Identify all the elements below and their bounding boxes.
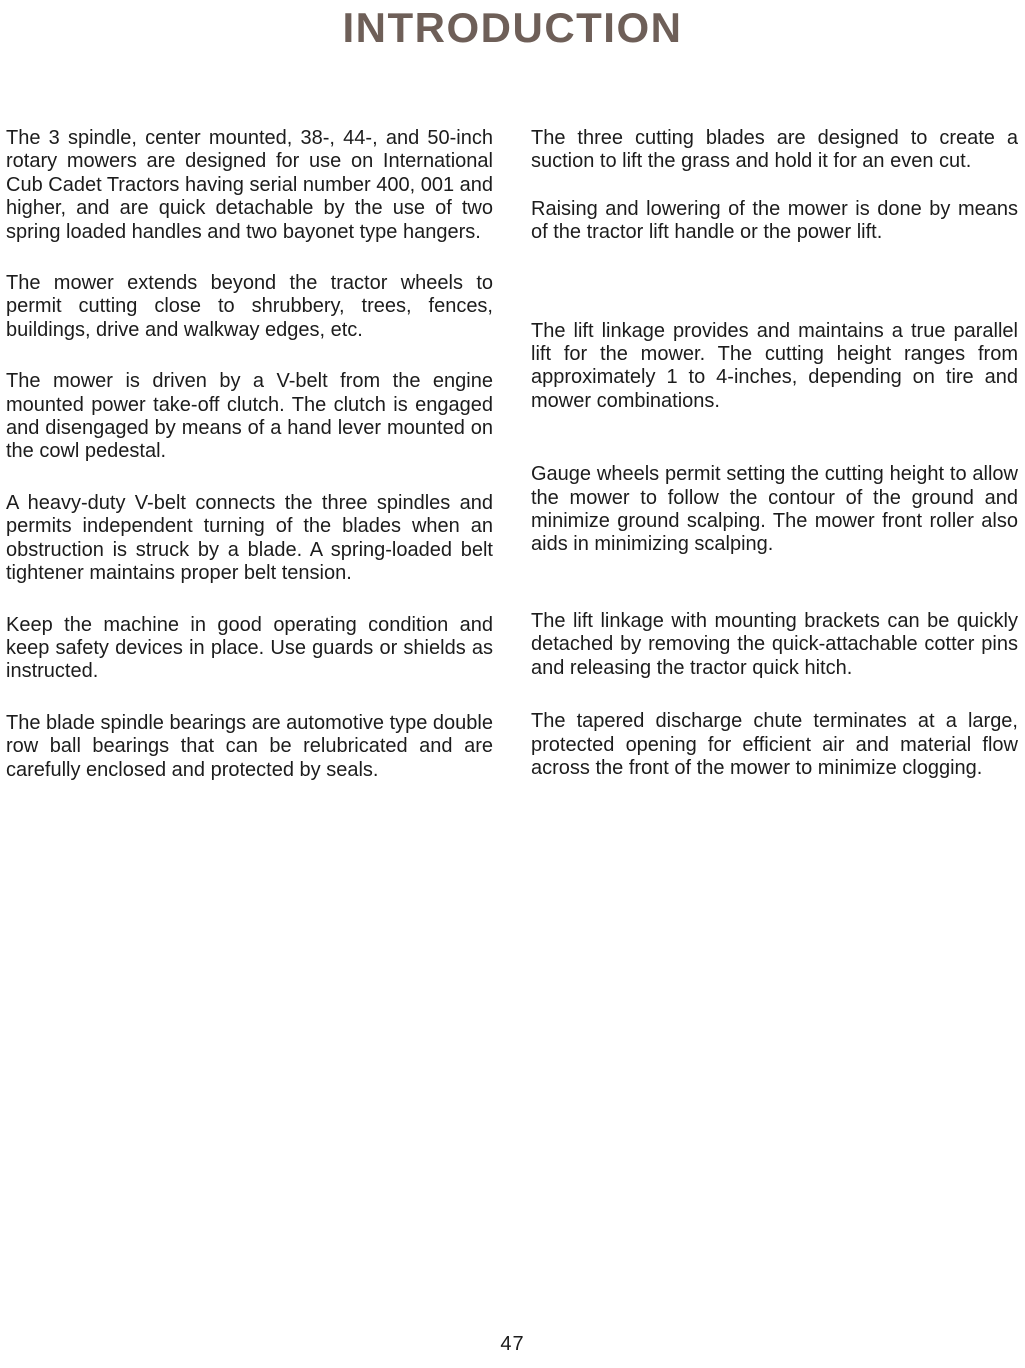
paragraph: Keep the machine in good operating condition and keep safety devices in place. Use guards or shields as instructed. (6, 613, 493, 683)
paragraph: The lift linkage with mounting brackets can be quickly detached by removing the quick-attachable cotter pins and releasing the tractor quick hitch. (531, 609, 1018, 679)
paragraph: A heavy-duty V-belt connects the three spindles and permits independent turning of the blades when an obstruction is struck by a blade. A spring-loaded belt tightener maintains proper belt tension. (6, 491, 493, 585)
paragraph: The lift linkage provides and maintains a true parallel lift for the mower. The cutting height ranges from approximately 1 to 4-inches, depending on tire and mower combinations. (531, 319, 1018, 412)
paragraph: Gauge wheels permit setting the cutting height to allow the mower to follow the contour of the ground and minimize ground scalping. The mower front roller also aids in minimizing scalping. (531, 463, 1018, 556)
page-number: 47 (500, 1333, 525, 1355)
paragraph: The mower extends beyond the tractor wheels to permit cutting close to shrubbery, trees, fences, buildings, drive and walkway edges, etc. (6, 272, 493, 341)
paragraph: The 3 spindle, center mounted, 38-, 44-, and 50-inch rotary mowers are designed for use on International Cub Cadet Tractors having serial number 400, 001 and higher, and are quick detachable by the use of two spring loaded handles and two bayonet type hangers. (6, 127, 493, 243)
left-column (6, 127, 493, 782)
paragraph: Raising and lowering of the mower is done by means of the tractor lift handle or the power lift. (531, 197, 1018, 244)
paragraph: The mower is driven by a V-belt from the engine mounted power take-off clutch. The clutch is engaged and disengaged by means of a hand lever mounted on the cowl pedestal. (6, 370, 493, 463)
page-title: INTRODUCTION (342, 4, 683, 51)
right-column (531, 127, 1018, 782)
two-column-content (0, 127, 1025, 782)
paragraph: The three cutting blades are designed to create a suction to lift the grass and hold it for an even cut. (531, 127, 1018, 173)
paragraph: The tapered discharge chute terminates at a large, protected opening for efficient air and material flow across the front of the mower to minimize clogging. (531, 710, 1018, 779)
paragraph: The blade spindle bearings are automotive type double row ball bearings that can be relubricated and are carefully enclosed and protected by seals. (6, 711, 493, 781)
